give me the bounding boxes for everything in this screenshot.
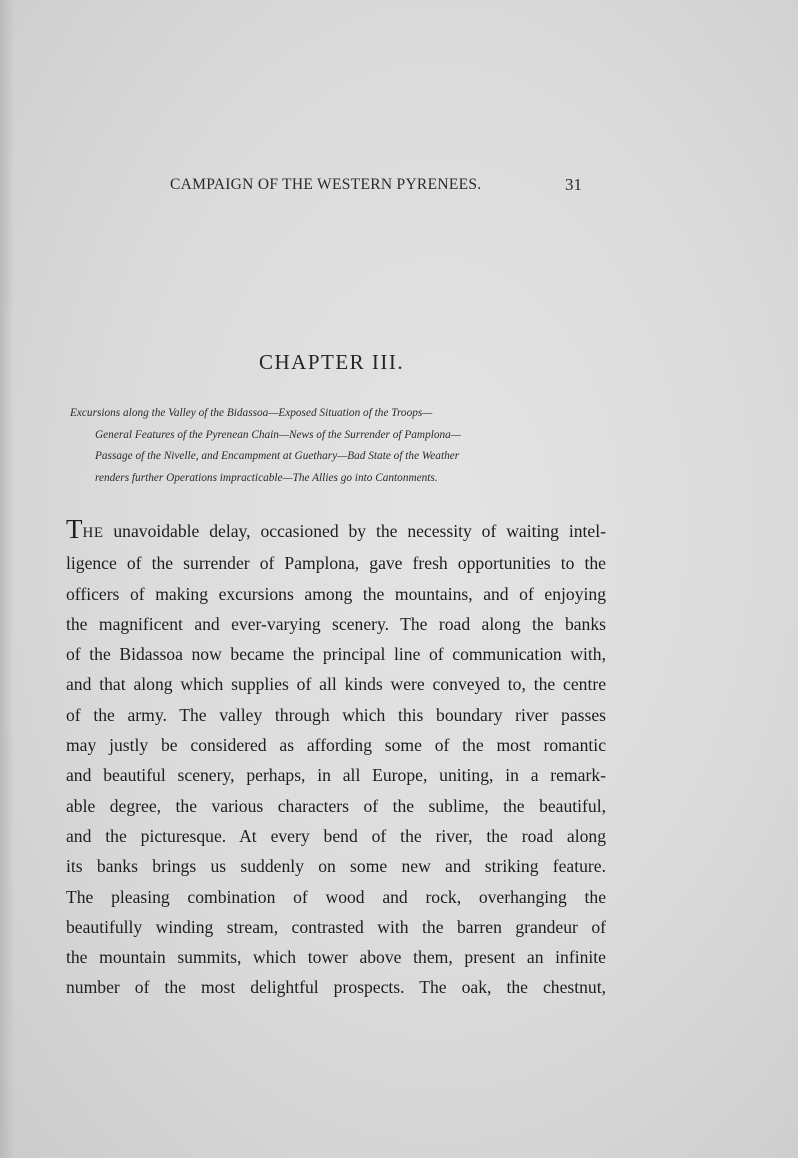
chapter-synopsis (70, 403, 600, 489)
page-number: 31 (565, 175, 582, 194)
body-line: and that along which supplies of all kinds were conveyed to, the centre (66, 674, 606, 695)
synopsis-line: Passage of the Nivelle, and Encampment at Guethary—Bad State of the Weather (95, 450, 460, 462)
synopsis-line: Excursions along the Valley of the Bidassoa—Exposed Situation of the Troops— (70, 407, 433, 419)
body-text (66, 516, 606, 1003)
body-line: the magnificent and ever-varying scenery. The road along the banks (66, 613, 606, 634)
body-line: its banks brings us suddenly on some new and striking feature. (66, 856, 606, 877)
body-line: able degree, the various characters of the sublime, the beautiful, (66, 795, 606, 816)
body-line: beautifully winding stream, contrasted with the barren grandeur of (66, 916, 606, 937)
chapter-title: CHAPTER III. (259, 350, 405, 374)
body-line: officers of making excursions among the mountains, and of enjoying (66, 583, 606, 604)
page-gutter-shadow (0, 0, 14, 1158)
first-line-text: unavoidable delay, occasioned by the necessity of waiting intel- (103, 521, 606, 541)
body-line: of the Bidassoa now became the principal line of communication with, (66, 644, 606, 665)
synopsis-line: General Features of the Pyrenean Chain—News of the Surrender of Pamplona— (95, 428, 461, 441)
small-caps-word: HE (82, 525, 104, 541)
body-line: of the army. The valley through which this boundary river passes (66, 704, 606, 725)
running-head: CAMPAIGN OF THE WESTERN PYRENEES. (170, 176, 482, 193)
body-line-first (66, 516, 606, 548)
body-line: may justly be considered as affording some of the most romantic (66, 735, 606, 756)
body-line: ligence of the surrender of Pamplona, gave fresh opportunities to the (66, 553, 606, 574)
drop-cap: T (66, 514, 83, 544)
body-line: The pleasing combination of wood and rock, overhanging the (66, 886, 606, 907)
body-line: and beautiful scenery, perhaps, in all Europe, uniting, in a remark- (66, 765, 606, 786)
synopsis-line: renders further Operations impracticable—The Allies go into Cantonments. (95, 471, 438, 484)
body-line: the mountain summits, which tower above them, present an infinite (66, 947, 606, 968)
body-line: and the picturesque. At every bend of the river, the road along (66, 825, 606, 846)
body-line: number of the most delightful prospects. The oak, the chestnut, (66, 977, 606, 998)
